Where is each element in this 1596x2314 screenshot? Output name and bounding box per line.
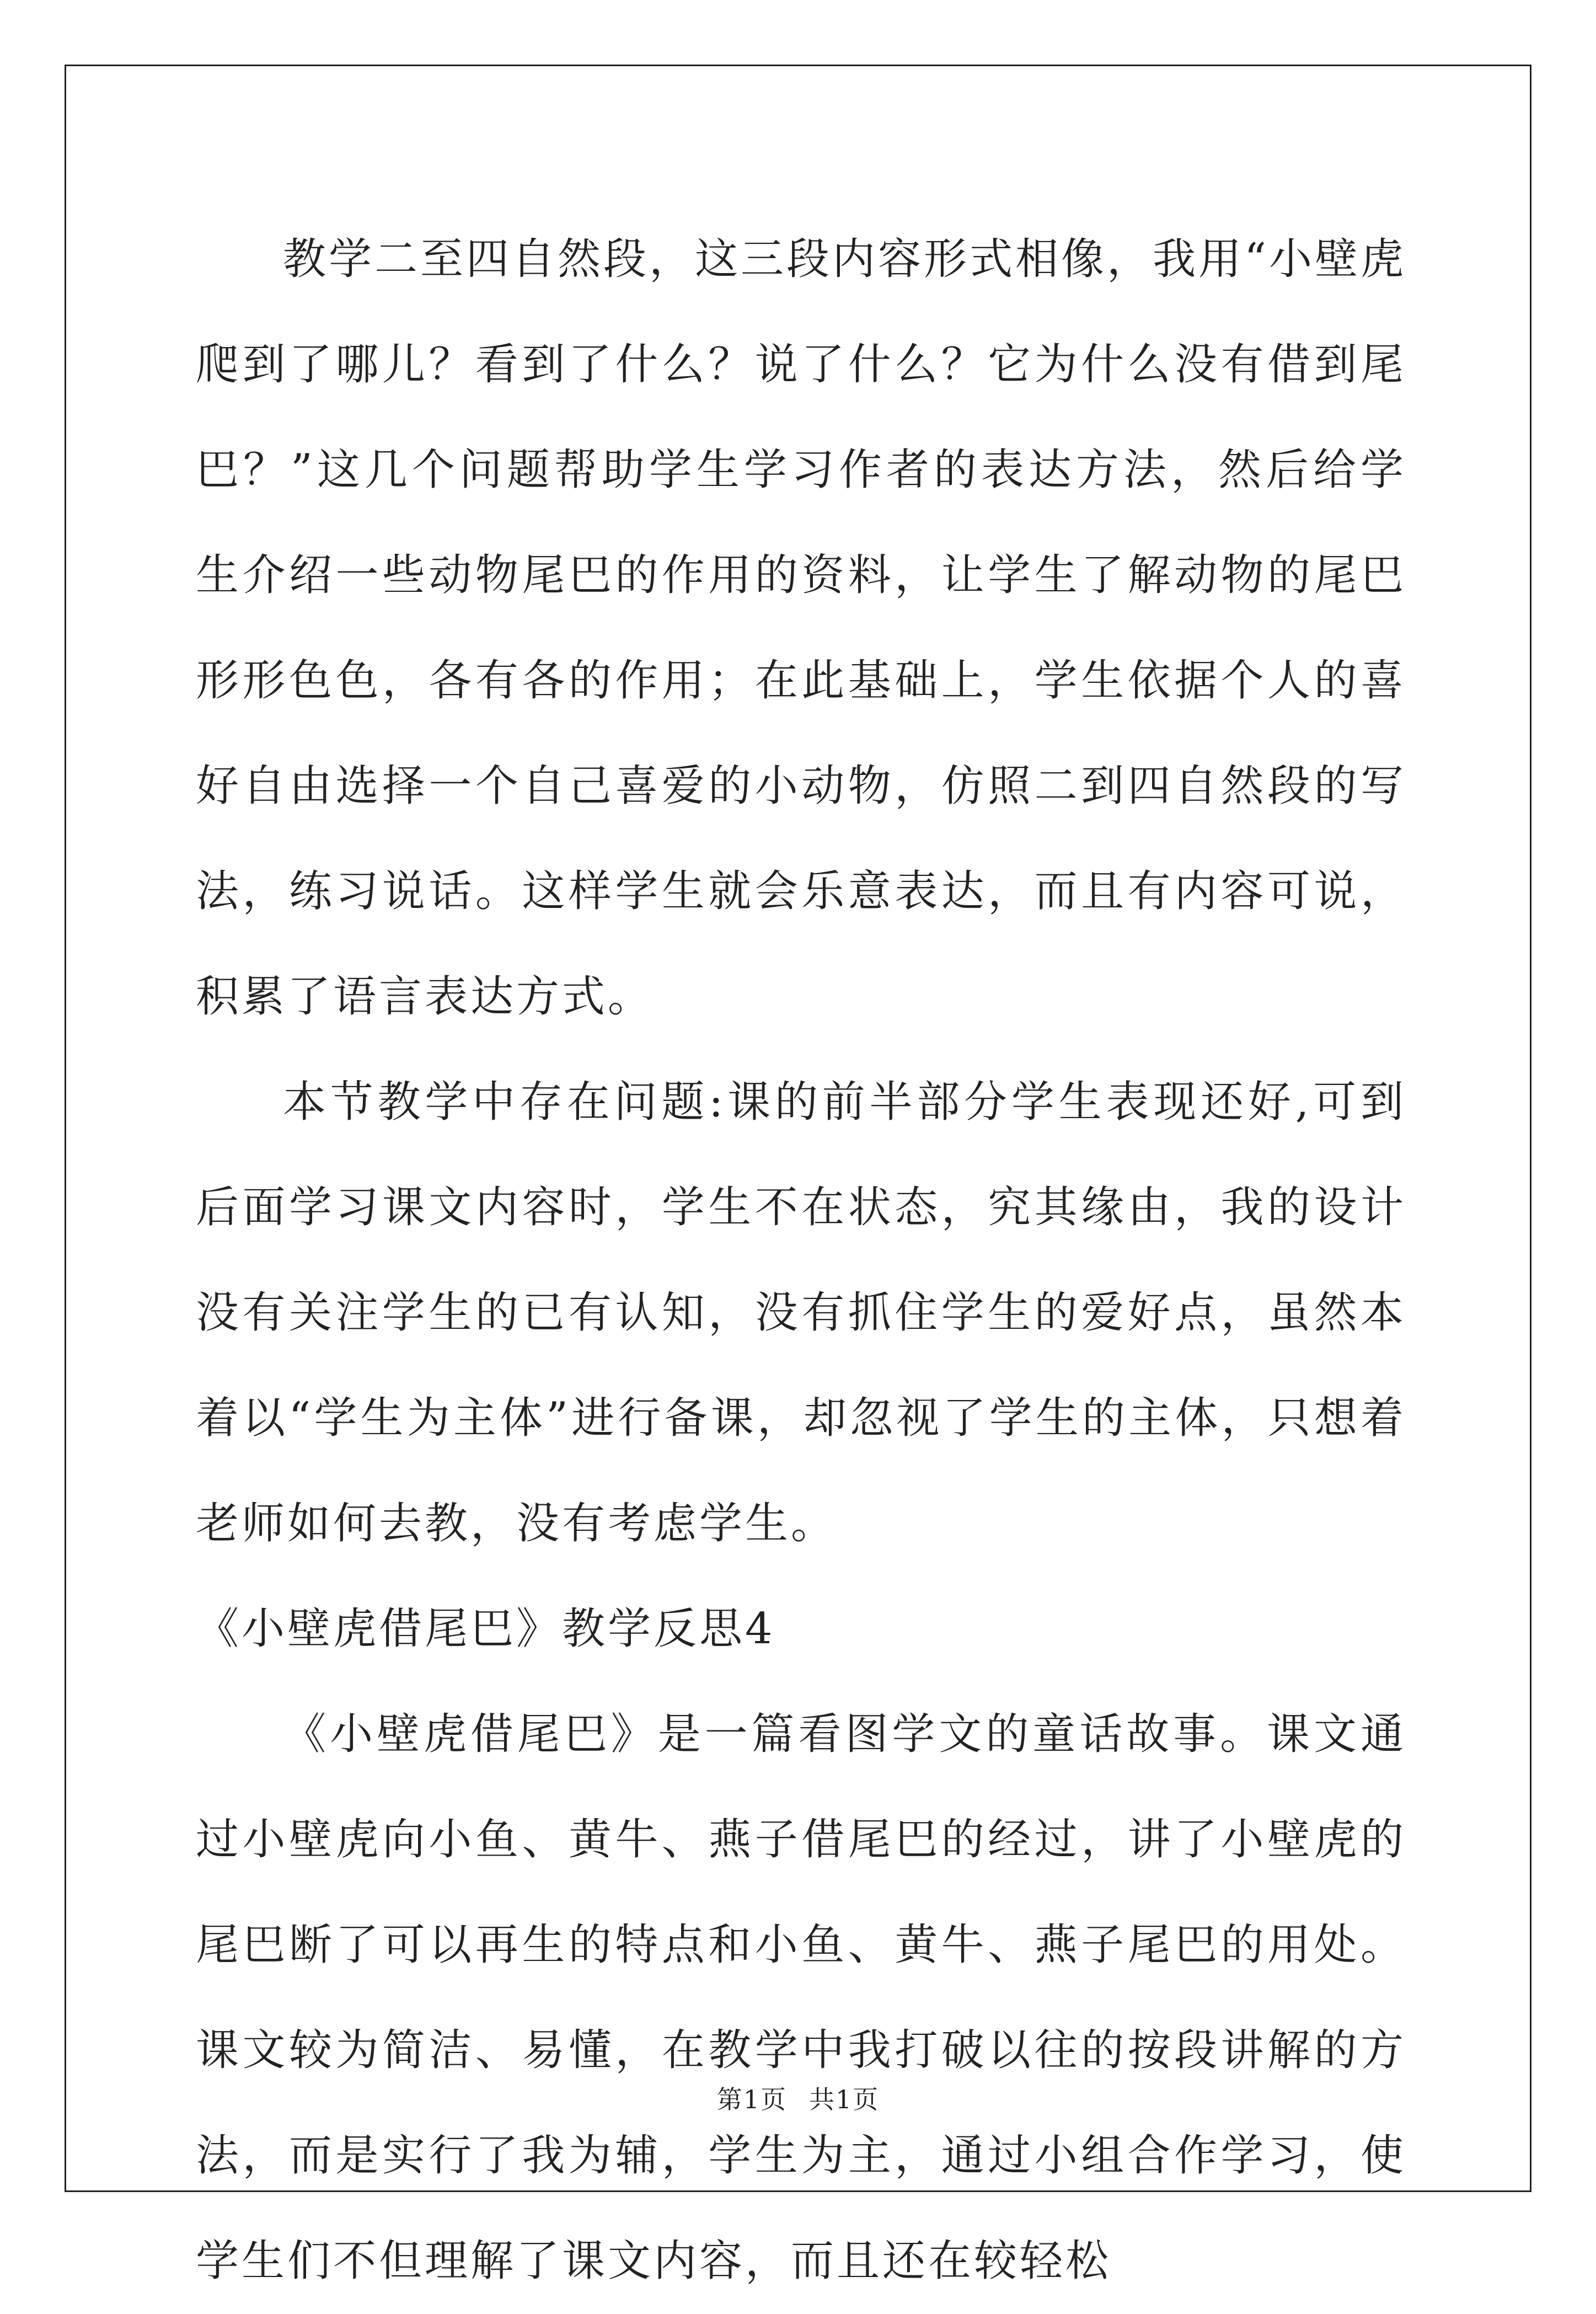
section-title: 《小壁虎借尾巴》教学反思4 — [196, 1604, 775, 1654]
paragraph-1: 教学二至四自然段，这三段内容形式相像，我用“小壁虎爬到了哪儿？看到了什么？说了什么？它为什么没有借到尾巴？”这几个问题帮助学生学习作者的表达方法，然后给学生介绍一些动物尾巴的作用的资料，让学生了解动物的尾巴形形色色，各有各的作用；在此基础上，学生依据个人的喜好自由选择一个自己喜爱的小动物，仿照二到四自然段的写法，练习说话。这样学生就会乐意表达，而且有内容可说，积累了语言表达方式。 — [196, 234, 1406, 1022]
page-number: 第1页 — [716, 2085, 787, 2114]
document-body — [196, 207, 1406, 2314]
page-footer — [0, 2080, 1596, 2116]
paragraph-3: 《小壁虎借尾巴》是一篇看图学文的童话故事。课文通过小壁虎向小鱼、黄牛、燕子借尾巴的经过，讲了小壁虎的尾巴断了可以再生的特点和小鱼、黄牛、燕子尾巴的用处。课文较为简洁、易懂，在教学中我打破以往的按段讲解的方法，而是实行了我为辅，学生为主，通过小组合作学习，使学生们不但理解了课文内容，而且还在较轻松 — [196, 1709, 1406, 2286]
paragraph-2: 本节教学中存在问题:课的前半部分学生表现还好,可到后面学习课文内容时，学生不在状态，究其缘由，我的设计没有关注学生的已有认知，没有抓住学生的爱好点，虽然本着以“学生为主体”进行备课，却忽视了学生的主体，只想着老师如何去教，没有考虑学生。 — [196, 1077, 1406, 1548]
page-total: 共1页 — [809, 2085, 880, 2114]
